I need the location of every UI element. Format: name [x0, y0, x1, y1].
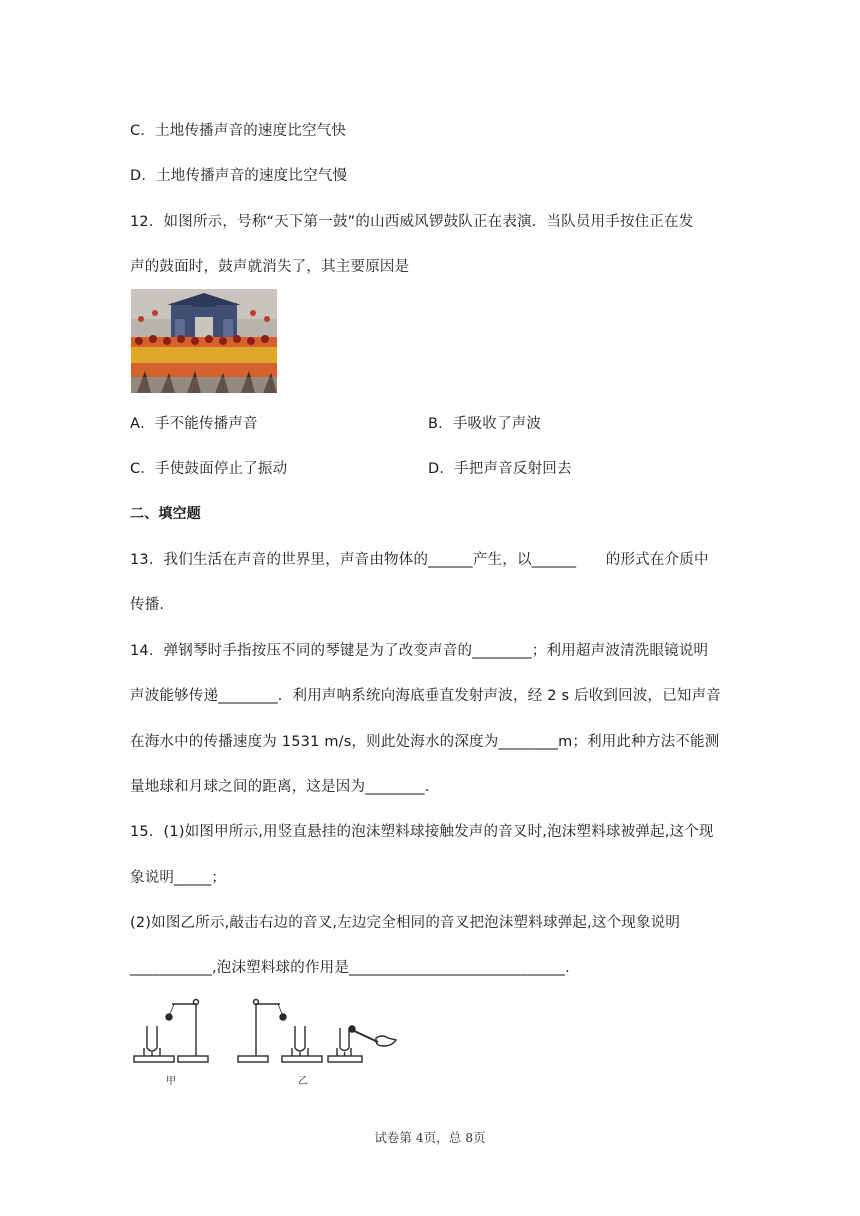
question-12-line2: 声的鼓面时，鼓声就消失了，其主要原因是 — [130, 259, 410, 275]
tuning-fork-diagram — [130, 992, 400, 1092]
question-14-line1: 14．弹钢琴时手指按压不同的琴键是为了改变声音的________；利用超声波清洗眼镜说明 — [130, 643, 709, 659]
question-14-line2: 声波能够传递________．利用声呐系统向海底垂直发射声波，经 2 s 后收到回波，已知声音 — [130, 688, 722, 704]
question-15-line2: 象说明_____； — [130, 870, 227, 886]
question-13-line2: 传播． — [130, 597, 175, 613]
option-b-q12: B．手吸收了声波 — [428, 416, 542, 432]
option-d-q11: D．土地传播声音的速度比空气慢 — [130, 168, 348, 184]
option-c-q11: C．土地传播声音的速度比空气快 — [130, 123, 347, 139]
question-14-line4: 量地球和月球之间的距离，这是因为________． — [130, 779, 440, 795]
option-c-q12: C．手使鼓面停止了振动 — [130, 461, 288, 477]
question-15-line4: ___________,泡沫塑料球的作用是_____________________________． — [130, 960, 580, 976]
option-d-q12: D．手把声音反射回去 — [428, 461, 572, 477]
question-15-line1: 15．(1)如图甲所示,用竖直悬挂的泡沫塑料球接触发声的音叉时,泡沫塑料球被弹起,这个现 — [130, 824, 714, 840]
figure-jia — [134, 1000, 208, 1088]
label-yi: 乙 — [298, 1076, 308, 1087]
figure-yi — [238, 1000, 396, 1088]
section-heading-fill-in: 二、填空题 — [130, 506, 201, 522]
page-footer: 试卷第 4页，总 8页 — [374, 1130, 486, 1145]
question-13-line1: 13．我们生活在声音的世界里，声音由物体的______产生，以______ 的形式在介质中 — [130, 552, 709, 568]
question-15-line3: (2)如图乙所示,敲击右边的音叉,左边完全相同的音叉把泡沫塑料球弹起,这个现象说明 — [130, 915, 681, 931]
question-12-line1: 12．如图所示，号称“天下第一鼓”的山西威风锣鼓队正在表演．当队员用手按住正在发 — [130, 214, 694, 230]
question-14-line3: 在海水中的传播速度为 1531 m/s，则此处海水的深度为________m；利用此种方法不能测 — [130, 734, 720, 750]
label-jia: 甲 — [166, 1076, 176, 1087]
drum-performance-photo — [131, 289, 277, 393]
option-a-q12: A．手不能传播声音 — [130, 416, 258, 432]
